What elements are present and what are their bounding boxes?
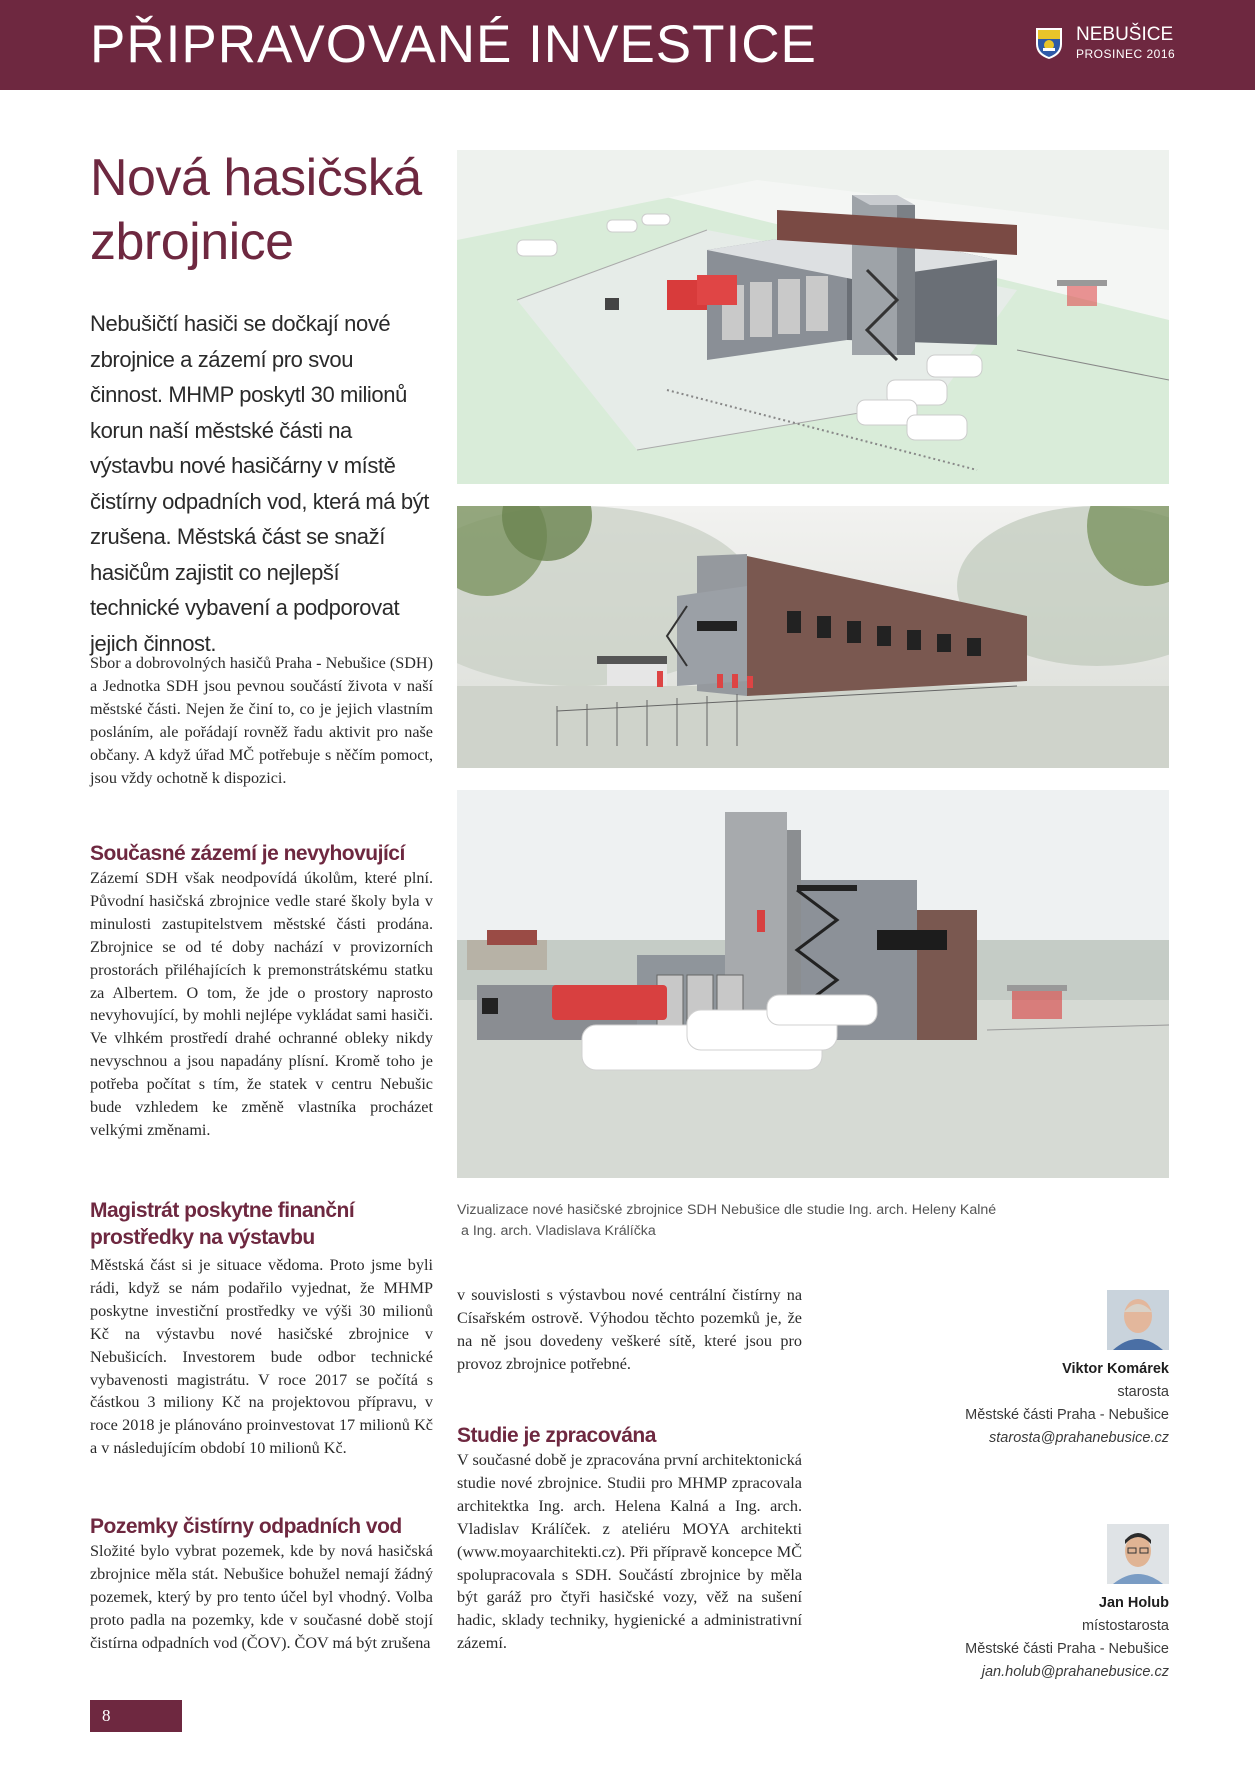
- issue-date: PROSINEC 2016: [1076, 47, 1176, 61]
- page-header: [0, 0, 1255, 90]
- section-heading: Současné zázemí je nevyhovující: [90, 842, 405, 865]
- signature-email: jan.holub@prahanebusice.cz: [981, 1664, 1169, 1680]
- paragraph: Sbor a dobrovolných hasičů Praha - Nebušice (SDH) a Jednotka SDH jsou pevnou součástí života v naší městské části. Nejen že činí to, co je jejich vlastním posláním, ale pořádají rovněž řadu aktivit pro naše občany. A když úřad MČ potřebuje s něčím pomoct, jsou vždy ochotně k dispozici.: [90, 654, 434, 787]
- portrait-photo: [1107, 1290, 1169, 1350]
- visualization-front-view: [457, 790, 1169, 1178]
- signature-role: starosta: [1117, 1384, 1169, 1400]
- article-title-line: Nová hasičská: [90, 149, 422, 207]
- paragraph: V současné době je zpracována první architektonická studie nové zbrojnice. Studii pro MHMP zpracovala architektka Ing. arch. Helena Kalná a Ing. arch. Vladislav Králíček. z ateliéru MOYA architekti (www.moyaarchitekti.cz). Při přípravě koncepce MČ spolupracovala s SDH. Součástí zbrojnice by měla být garáž pro čtyři hasičské vozy, věž na sušení hadic, sklady techniky, hygienické a administrativní zázemí.: [457, 1451, 802, 1653]
- article-lead: Nebušičtí hasiči se dočkají nové zbrojnice a zázemí pro svou činnost. MHMP poskytl 30 milionů korun naší městské části na výstavbu nové hasičárny v místě čistírny odpadních vod, která má být zrušena. Městská část se snaží hasičům zajistit co nejlepší technické vybavení a podporovat jejich činnost.: [90, 311, 429, 656]
- caption-line: a Ing. arch. Vladislava Králíčka: [461, 1223, 656, 1239]
- brand-name: NEBUŠICE: [1076, 24, 1174, 45]
- paragraph: Městská část si je situace vědoma. Proto jsme byli rádi, když se nám podařilo vyjednat, že MHMP poskytne investiční prostředky ve výši 30 milionů Kč na výstavbu nové hasičské zbrojnice v Nebušicích. Investorem bude odbor technické vybavenosti magistrátu. V roce 2017 se počítá s částkou 3 miliony Kč na projektovou přípravu, v roce 2018 je plánováno proinvestovat 17 milionů Kč a v následujícím období 10 milionů Kč.: [90, 1256, 433, 1458]
- signature-role: místostarosta: [1081, 1618, 1169, 1634]
- article-title: [90, 146, 450, 274]
- portrait-photo: [1107, 1524, 1169, 1584]
- section-heading: Studie je zpracována: [457, 1424, 656, 1447]
- person-portrait-icon: [1107, 1524, 1169, 1584]
- signature-block: [889, 1290, 1169, 1450]
- signature-org: Městské části Praha - Nebušice: [965, 1407, 1169, 1423]
- front-view-image: [457, 790, 1169, 1178]
- signature-name: Jan Holub: [1098, 1595, 1169, 1611]
- brand: [1034, 24, 1234, 64]
- signature-org: Městské části Praha - Nebušice: [965, 1641, 1169, 1657]
- section-title: PŘIPRAVOVANÉ INVESTICE: [90, 15, 817, 74]
- paragraph: Zázemí SDH však neodpovídá úkolům, které plní. Původní hasičská zbrojnice vedle staré školy byla v minulosti zastupitelstvem městské části prodána. Zbrojnice se od té doby nachází v provizorních prostorách přiléhajících k premonstrátskému statku za Albertem. O tom, že jde o prostory naprosto nevyhovující, by mohli nejlépe vykládat sami hasiči. Ve vlhkém prostředí drahé ochranné obleky nikdy nevyschnou a jsou napadány plísní. Kromě toho je potřeba počítat s tím, že statek v centru Nebušic bude vzhledem ke změně vlastníka procházet velkými změnami.: [90, 869, 433, 1139]
- section-heading: Magistrát poskytne finanční prostředky na výstavbu: [90, 1199, 355, 1249]
- visualization-aerial-view: [457, 150, 1169, 484]
- signature-block: [889, 1524, 1169, 1684]
- paragraph: v souvislosti s výstavbou nové centrální čistírny na Císařském ostrově. Výhodou těchto pozemků je, že na ně jsou dovedeny veškeré sítě, které jsou pro provoz zbrojnice potřebné.: [457, 1286, 802, 1373]
- caption-line: Vizualizace nové hasičské zbrojnice SDH Nebušice dle studie Ing. arch. Heleny Kalné: [457, 1202, 997, 1218]
- page-number: 8: [90, 1700, 182, 1732]
- article-title-line: zbrojnice: [90, 213, 294, 271]
- paragraph: Složité bylo vybrat pozemek, kde by nová hasičská zbrojnice měla stát. Nebušice bohužel nemají žádný pozemek, který by pro tento účel byl vhodný. Volba proto padla na pozemky, kde v současné době stojí čistírna odpadních vod (ČOV). ČOV má být zrušena: [90, 1542, 433, 1652]
- section-heading: Pozemky čistírny odpadních vod: [90, 1515, 402, 1538]
- nebusice-crest-icon: [1034, 26, 1064, 60]
- visualization-side-view: [457, 506, 1169, 768]
- aerial-view-image: [457, 150, 1169, 484]
- image-caption: [457, 1200, 1097, 1242]
- side-view-image: [457, 506, 1169, 768]
- signature-email: starosta@prahanebusice.cz: [989, 1430, 1169, 1446]
- signature-name: Viktor Komárek: [1062, 1361, 1169, 1377]
- person-portrait-icon: [1107, 1290, 1169, 1350]
